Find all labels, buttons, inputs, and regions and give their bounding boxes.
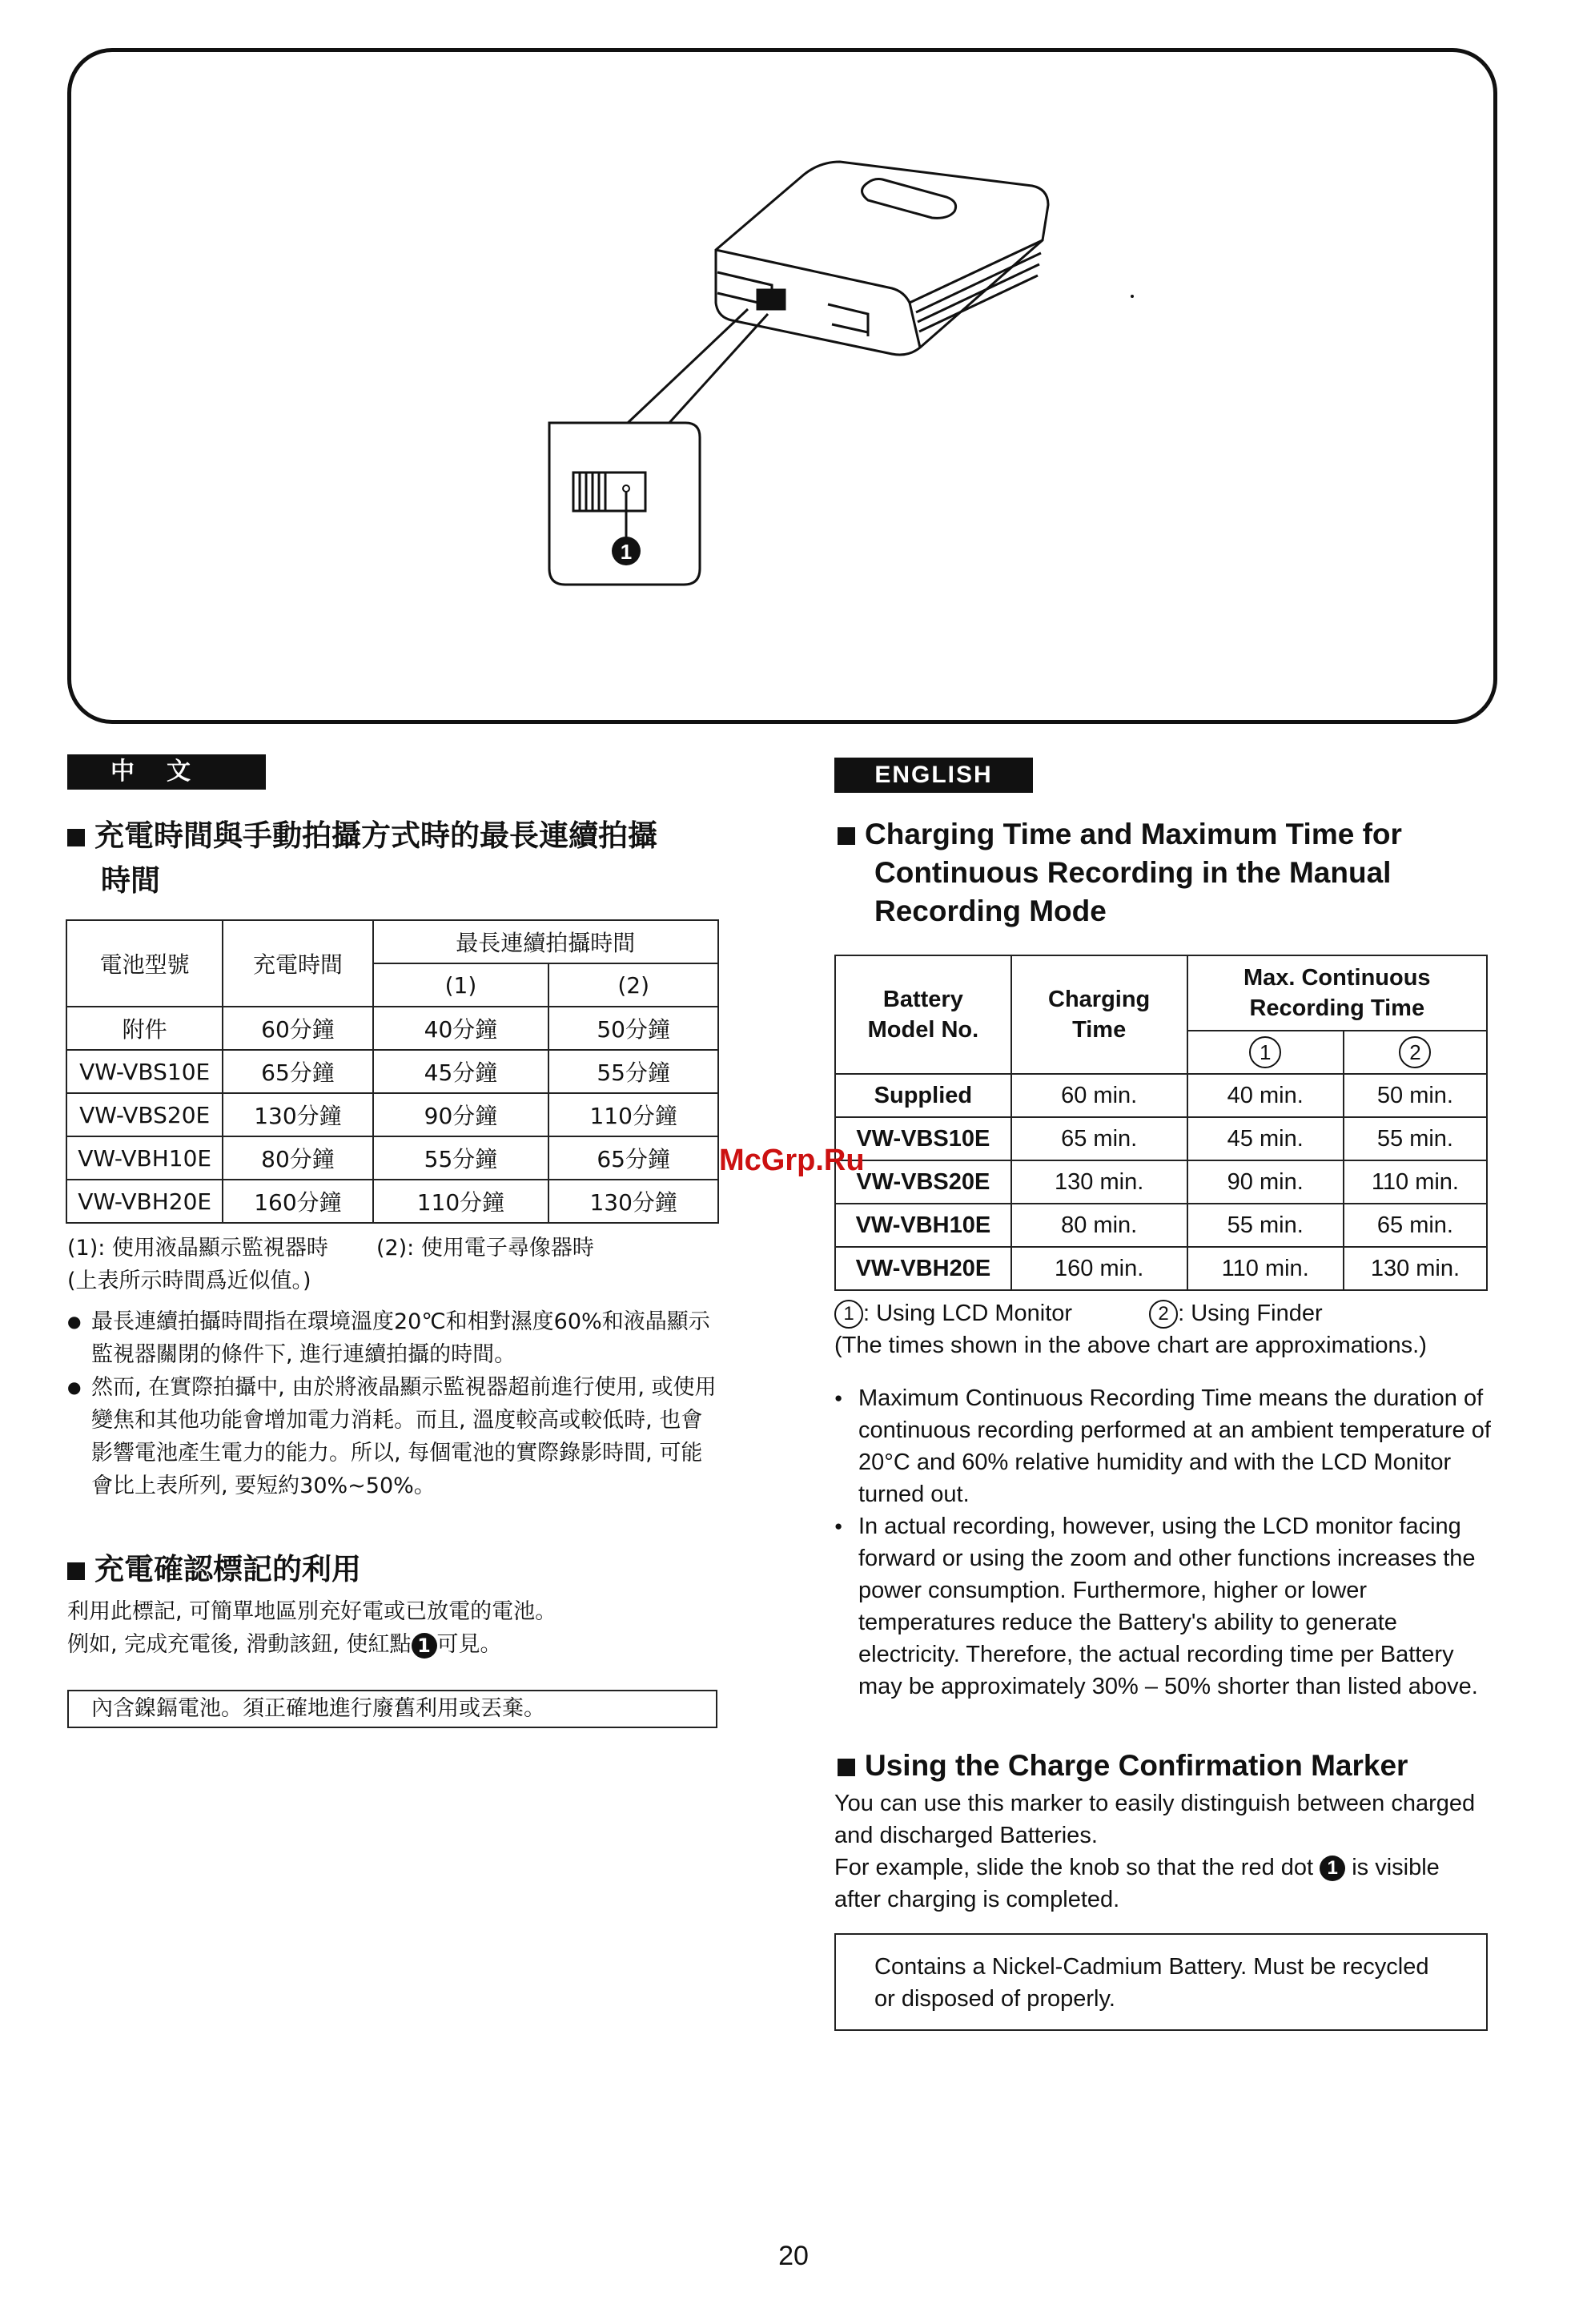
en-note-approx: (The times shown in the above chart are approximations.) — [834, 1333, 1427, 1358]
en-col-charge-l1: Charging — [1048, 987, 1151, 1012]
cell: VW-VBS10E — [66, 1050, 223, 1093]
cell: 55分鐘 — [548, 1050, 718, 1093]
table-row — [66, 1180, 718, 1223]
cell: VW-VBS20E — [66, 1093, 223, 1136]
en-title-line1: Charging Time and Maximum Time for — [865, 818, 1402, 850]
cell: 130 min. — [1011, 1160, 1187, 1204]
english-section-label: ENGLISH — [834, 758, 1033, 793]
cell: VW-VBH10E — [835, 1204, 1011, 1247]
zh-title-line1: 充電時間與手動拍攝方式時的最長連續拍攝 — [94, 818, 657, 853]
en-title-line2: Continuous Recording in the Manual — [874, 856, 1392, 889]
cell: 附件 — [66, 1007, 223, 1050]
circled-number-1: 1 — [1249, 1036, 1281, 1068]
table-row — [835, 1117, 1487, 1160]
zh-note-approx: (上表所示時間爲近似值。) — [67, 1269, 311, 1293]
square-bullet-icon — [67, 1562, 85, 1580]
cell: 80分鐘 — [223, 1136, 372, 1180]
table-row — [835, 1160, 1487, 1204]
zh-note2: (2): 使用電子尋像器時 — [376, 1236, 594, 1261]
battery-illustration — [67, 48, 1497, 724]
cell: 55 min. — [1344, 1117, 1487, 1160]
cell: 65 min. — [1011, 1117, 1187, 1160]
en-col-model-l2: Model No. — [867, 1017, 979, 1043]
en-marker-p2a: For example, slide the knob so that the red dot — [834, 1855, 1314, 1880]
en-col-model-l1: Battery — [882, 987, 963, 1012]
en-note1: : Using LCD Monitor — [863, 1301, 1073, 1326]
en-col-max-l2: Recording Time — [1249, 995, 1425, 1021]
cell: 55分鐘 — [373, 1136, 549, 1180]
cell: 65 min. — [1344, 1204, 1487, 1247]
list-item: ● Maximum Continuous Recording Time means the duration of continuous recording performed at an ambient temperature of 20°C and 60% relative humidity and with the LCD Monitor turned out. — [834, 1382, 1491, 1510]
en-note2: : Using Finder — [1178, 1301, 1323, 1326]
callout-number: 1 — [620, 540, 633, 564]
list-item: ● 最長連續拍攝時間指在環境溫度20℃和相對濕度60%和液晶顯示監視器關閉的條件下, 進行連續拍攝的時間。 — [67, 1305, 724, 1371]
cell: VW-VBS20E — [835, 1160, 1011, 1204]
red-dot-callout-icon: 1 — [1320, 1856, 1345, 1881]
zh-marker-heading — [67, 1547, 724, 1592]
en-col-charge — [1011, 955, 1187, 1074]
cell: VW-VBH20E — [66, 1180, 223, 1223]
cell: Supplied — [835, 1074, 1011, 1117]
zh-marker-line1: 利用此標記, 可簡單地區別充好電或已放電的電池。 — [67, 1599, 557, 1624]
watermark-text: McGrp.Ru — [719, 1144, 865, 1177]
square-bullet-icon — [67, 829, 85, 846]
cell: 160 min. — [1011, 1247, 1187, 1290]
zh-charging-table — [66, 919, 719, 1224]
table-row — [835, 1074, 1487, 1117]
en-section-title — [838, 815, 1494, 931]
cell: 110 min. — [1187, 1247, 1344, 1290]
square-bullet-icon — [838, 1759, 855, 1776]
cell: 65分鐘 — [548, 1136, 718, 1180]
en-col-charge-l2: Time — [1072, 1017, 1127, 1043]
list-item: ● 然而, 在實際拍攝中, 由於將液晶顯示監視器超前進行使用, 或使用變焦和其他功能會增加電力消耗。而且, 溫度較高或較低時, 也會影響電池產生電力的能力。所以, 每個電池的實際錄影時間, 可能會比上表所列, 要短約30%~50%。 — [67, 1371, 724, 1502]
circled-number-1: 1 — [834, 1300, 863, 1329]
en-disposal-notice: Contains a Nickel-Cadmium Battery. Must be recycled or disposed of properly. — [834, 1933, 1488, 2031]
en-marker-p1: You can use this marker to easily distinguish between charged and discharged Batteries. — [834, 1791, 1476, 1848]
en-marker-p2b: is visible after charging is completed. — [834, 1855, 1440, 1912]
en-bullet-list — [834, 1382, 1491, 1703]
zh-h2-text: 充電確認標記的利用 — [94, 1552, 361, 1586]
cell: 90 min. — [1187, 1160, 1344, 1204]
zh-table-notes — [67, 1232, 724, 1297]
en-sub2 — [1344, 1031, 1487, 1074]
square-bullet-icon — [838, 827, 855, 845]
en-table-notes — [834, 1297, 1507, 1361]
cell: 110分鐘 — [548, 1093, 718, 1136]
zh-title-line2: 時間 — [101, 863, 160, 898]
en-col-max-l1: Max. Continuous — [1243, 965, 1431, 991]
cell: 40 min. — [1187, 1074, 1344, 1117]
cell: 160分鐘 — [223, 1180, 372, 1223]
chinese-section-label: 中文 — [67, 754, 266, 790]
en-marker-text — [834, 1787, 1491, 1916]
list-item: ● In actual recording, however, using the LCD monitor facing forward or using the zoom and other functions increases the power consumption. Furthermore, higher or lower temperatures reduce the Battery's ability to generate electricity. Therefore, the actual recording time per Battery may be approximately 30% – 50% shorter than listed above. — [834, 1510, 1491, 1703]
red-dot-callout-icon: 1 — [412, 1633, 437, 1659]
circled-number-2: 2 — [1399, 1036, 1431, 1068]
cell: 50 min. — [1344, 1074, 1487, 1117]
cell: 130 min. — [1344, 1247, 1487, 1290]
en-marker-heading — [838, 1746, 1494, 1786]
cell: VW-VBS10E — [835, 1117, 1011, 1160]
en-charging-table — [834, 955, 1488, 1291]
zh-bullet-list — [67, 1305, 724, 1502]
zh-section-title — [67, 814, 724, 903]
cell: 130分鐘 — [548, 1180, 718, 1223]
en-sub1 — [1187, 1031, 1344, 1074]
cell: 55 min. — [1187, 1204, 1344, 1247]
cell: VW-VBH10E — [66, 1136, 223, 1180]
zh-col-max: 最長連續拍攝時間 — [373, 920, 718, 963]
table-row — [66, 1136, 718, 1180]
cell: 110分鐘 — [373, 1180, 549, 1223]
en-col-model — [835, 955, 1011, 1074]
cell: 130分鐘 — [223, 1093, 372, 1136]
zh-marker-line2a: 例如, 完成充電後, 滑動該鈕, 使紅點 — [67, 1632, 412, 1657]
zh-note1: (1): 使用液晶顯示監視器時 — [67, 1236, 328, 1261]
cell: 110 min. — [1344, 1160, 1487, 1204]
en-h2-text: Using the Charge Confirmation Marker — [865, 1749, 1408, 1782]
en-title-line3: Recording Mode — [874, 895, 1107, 927]
table-row — [835, 1247, 1487, 1290]
cell: 60分鐘 — [223, 1007, 372, 1050]
cell: 40分鐘 — [373, 1007, 549, 1050]
zh-marker-text — [67, 1595, 724, 1661]
zh-sub1: (1) — [373, 963, 549, 1007]
cell: 50分鐘 — [548, 1007, 718, 1050]
cell: 80 min. — [1011, 1204, 1187, 1247]
cell: VW-VBH20E — [835, 1247, 1011, 1290]
zh-marker-line2b: 可見。 — [436, 1632, 502, 1657]
zh-col-model: 電池型號 — [66, 920, 223, 1007]
table-row — [66, 1050, 718, 1093]
circled-number-2: 2 — [1149, 1300, 1178, 1329]
cell: 90分鐘 — [373, 1093, 549, 1136]
cell: 60 min. — [1011, 1074, 1187, 1117]
en-col-max — [1187, 955, 1487, 1031]
table-row — [835, 1204, 1487, 1247]
page-number: 20 — [778, 2241, 809, 2271]
cell: 45分鐘 — [373, 1050, 549, 1093]
table-row — [66, 1007, 718, 1050]
zh-col-charge: 充電時間 — [223, 920, 372, 1007]
cell: 65分鐘 — [223, 1050, 372, 1093]
zh-disposal-notice: 內含鎳鎘電池。須正確地進行廢舊利用或丟棄。 — [67, 1690, 717, 1728]
cell: 45 min. — [1187, 1117, 1344, 1160]
table-row — [66, 1093, 718, 1136]
zh-sub2: (2) — [548, 963, 718, 1007]
